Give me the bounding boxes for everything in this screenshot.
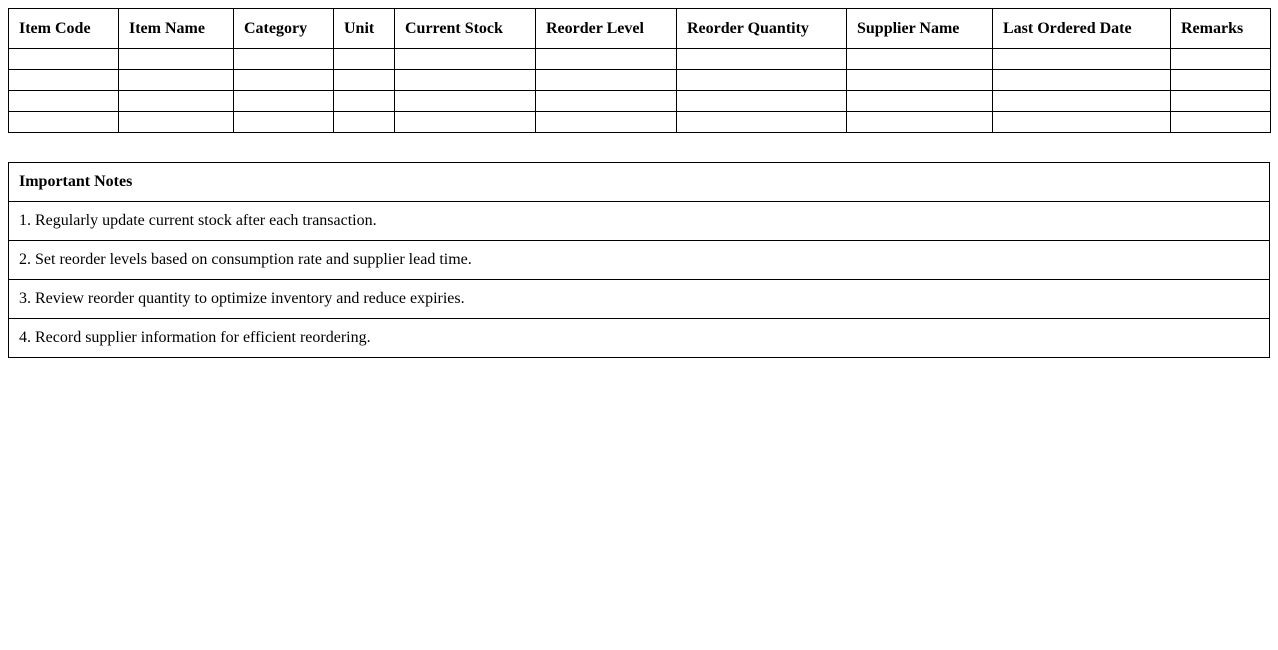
table-cell[interactable] (9, 70, 119, 91)
table-cell[interactable] (395, 70, 536, 91)
table-cell[interactable] (847, 112, 993, 133)
table-cell[interactable] (847, 91, 993, 112)
table-cell[interactable] (993, 49, 1171, 70)
table-cell[interactable] (677, 70, 847, 91)
table-cell[interactable] (1171, 112, 1271, 133)
table-cell[interactable] (993, 91, 1171, 112)
table-cell[interactable] (234, 70, 334, 91)
note-row (9, 319, 1270, 358)
notes-header-row (9, 163, 1270, 202)
notes-title: Important Notes (9, 163, 1270, 202)
column-header-current-stock: Current Stock (395, 9, 536, 49)
table-cell[interactable] (119, 112, 234, 133)
column-header-item-name: Item Name (119, 9, 234, 49)
table-cell[interactable] (847, 70, 993, 91)
note-row (9, 280, 1270, 319)
table-cell[interactable] (334, 49, 395, 70)
note-row (9, 241, 1270, 280)
table-cell[interactable] (234, 91, 334, 112)
table-cell[interactable] (334, 91, 395, 112)
table-cell[interactable] (677, 112, 847, 133)
column-header-reorder-level: Reorder Level (536, 9, 677, 49)
table-cell[interactable] (334, 112, 395, 133)
table-cell[interactable] (536, 70, 677, 91)
column-header-last-ordered-date: Last Ordered Date (993, 9, 1171, 49)
table-header-row (9, 9, 1271, 49)
table-cell[interactable] (395, 49, 536, 70)
table-cell[interactable] (234, 49, 334, 70)
table-cell[interactable] (536, 112, 677, 133)
table-cell[interactable] (536, 91, 677, 112)
table-cell[interactable] (119, 70, 234, 91)
table-cell[interactable] (847, 49, 993, 70)
table-cell[interactable] (1171, 70, 1271, 91)
table-row (9, 112, 1271, 133)
column-header-supplier-name: Supplier Name (847, 9, 993, 49)
note-row (9, 202, 1270, 241)
table-row (9, 70, 1271, 91)
table-cell[interactable] (993, 70, 1171, 91)
column-header-category: Category (234, 9, 334, 49)
column-header-reorder-quantity: Reorder Quantity (677, 9, 847, 49)
column-header-unit: Unit (334, 9, 395, 49)
table-cell[interactable] (677, 49, 847, 70)
column-header-item-code: Item Code (9, 9, 119, 49)
table-cell[interactable] (119, 91, 234, 112)
table-cell[interactable] (234, 112, 334, 133)
table-row (9, 91, 1271, 112)
note-item: 1. Regularly update current stock after each transaction. (9, 202, 1270, 241)
table-cell[interactable] (9, 112, 119, 133)
table-cell[interactable] (395, 112, 536, 133)
note-item: 4. Record supplier information for efficient reordering. (9, 319, 1270, 358)
table-cell[interactable] (334, 70, 395, 91)
table-cell[interactable] (1171, 91, 1271, 112)
column-header-remarks: Remarks (1171, 9, 1271, 49)
note-item: 2. Set reorder levels based on consumption rate and supplier lead time. (9, 241, 1270, 280)
table-cell[interactable] (536, 49, 677, 70)
table-cell[interactable] (993, 112, 1171, 133)
table-cell[interactable] (1171, 49, 1271, 70)
inventory-table (8, 8, 1271, 133)
table-cell[interactable] (119, 49, 234, 70)
table-cell[interactable] (9, 91, 119, 112)
note-item: 3. Review reorder quantity to optimize inventory and reduce expiries. (9, 280, 1270, 319)
table-cell[interactable] (9, 49, 119, 70)
table-cell[interactable] (395, 91, 536, 112)
notes-table (8, 162, 1270, 358)
table-cell[interactable] (677, 91, 847, 112)
table-row (9, 49, 1271, 70)
